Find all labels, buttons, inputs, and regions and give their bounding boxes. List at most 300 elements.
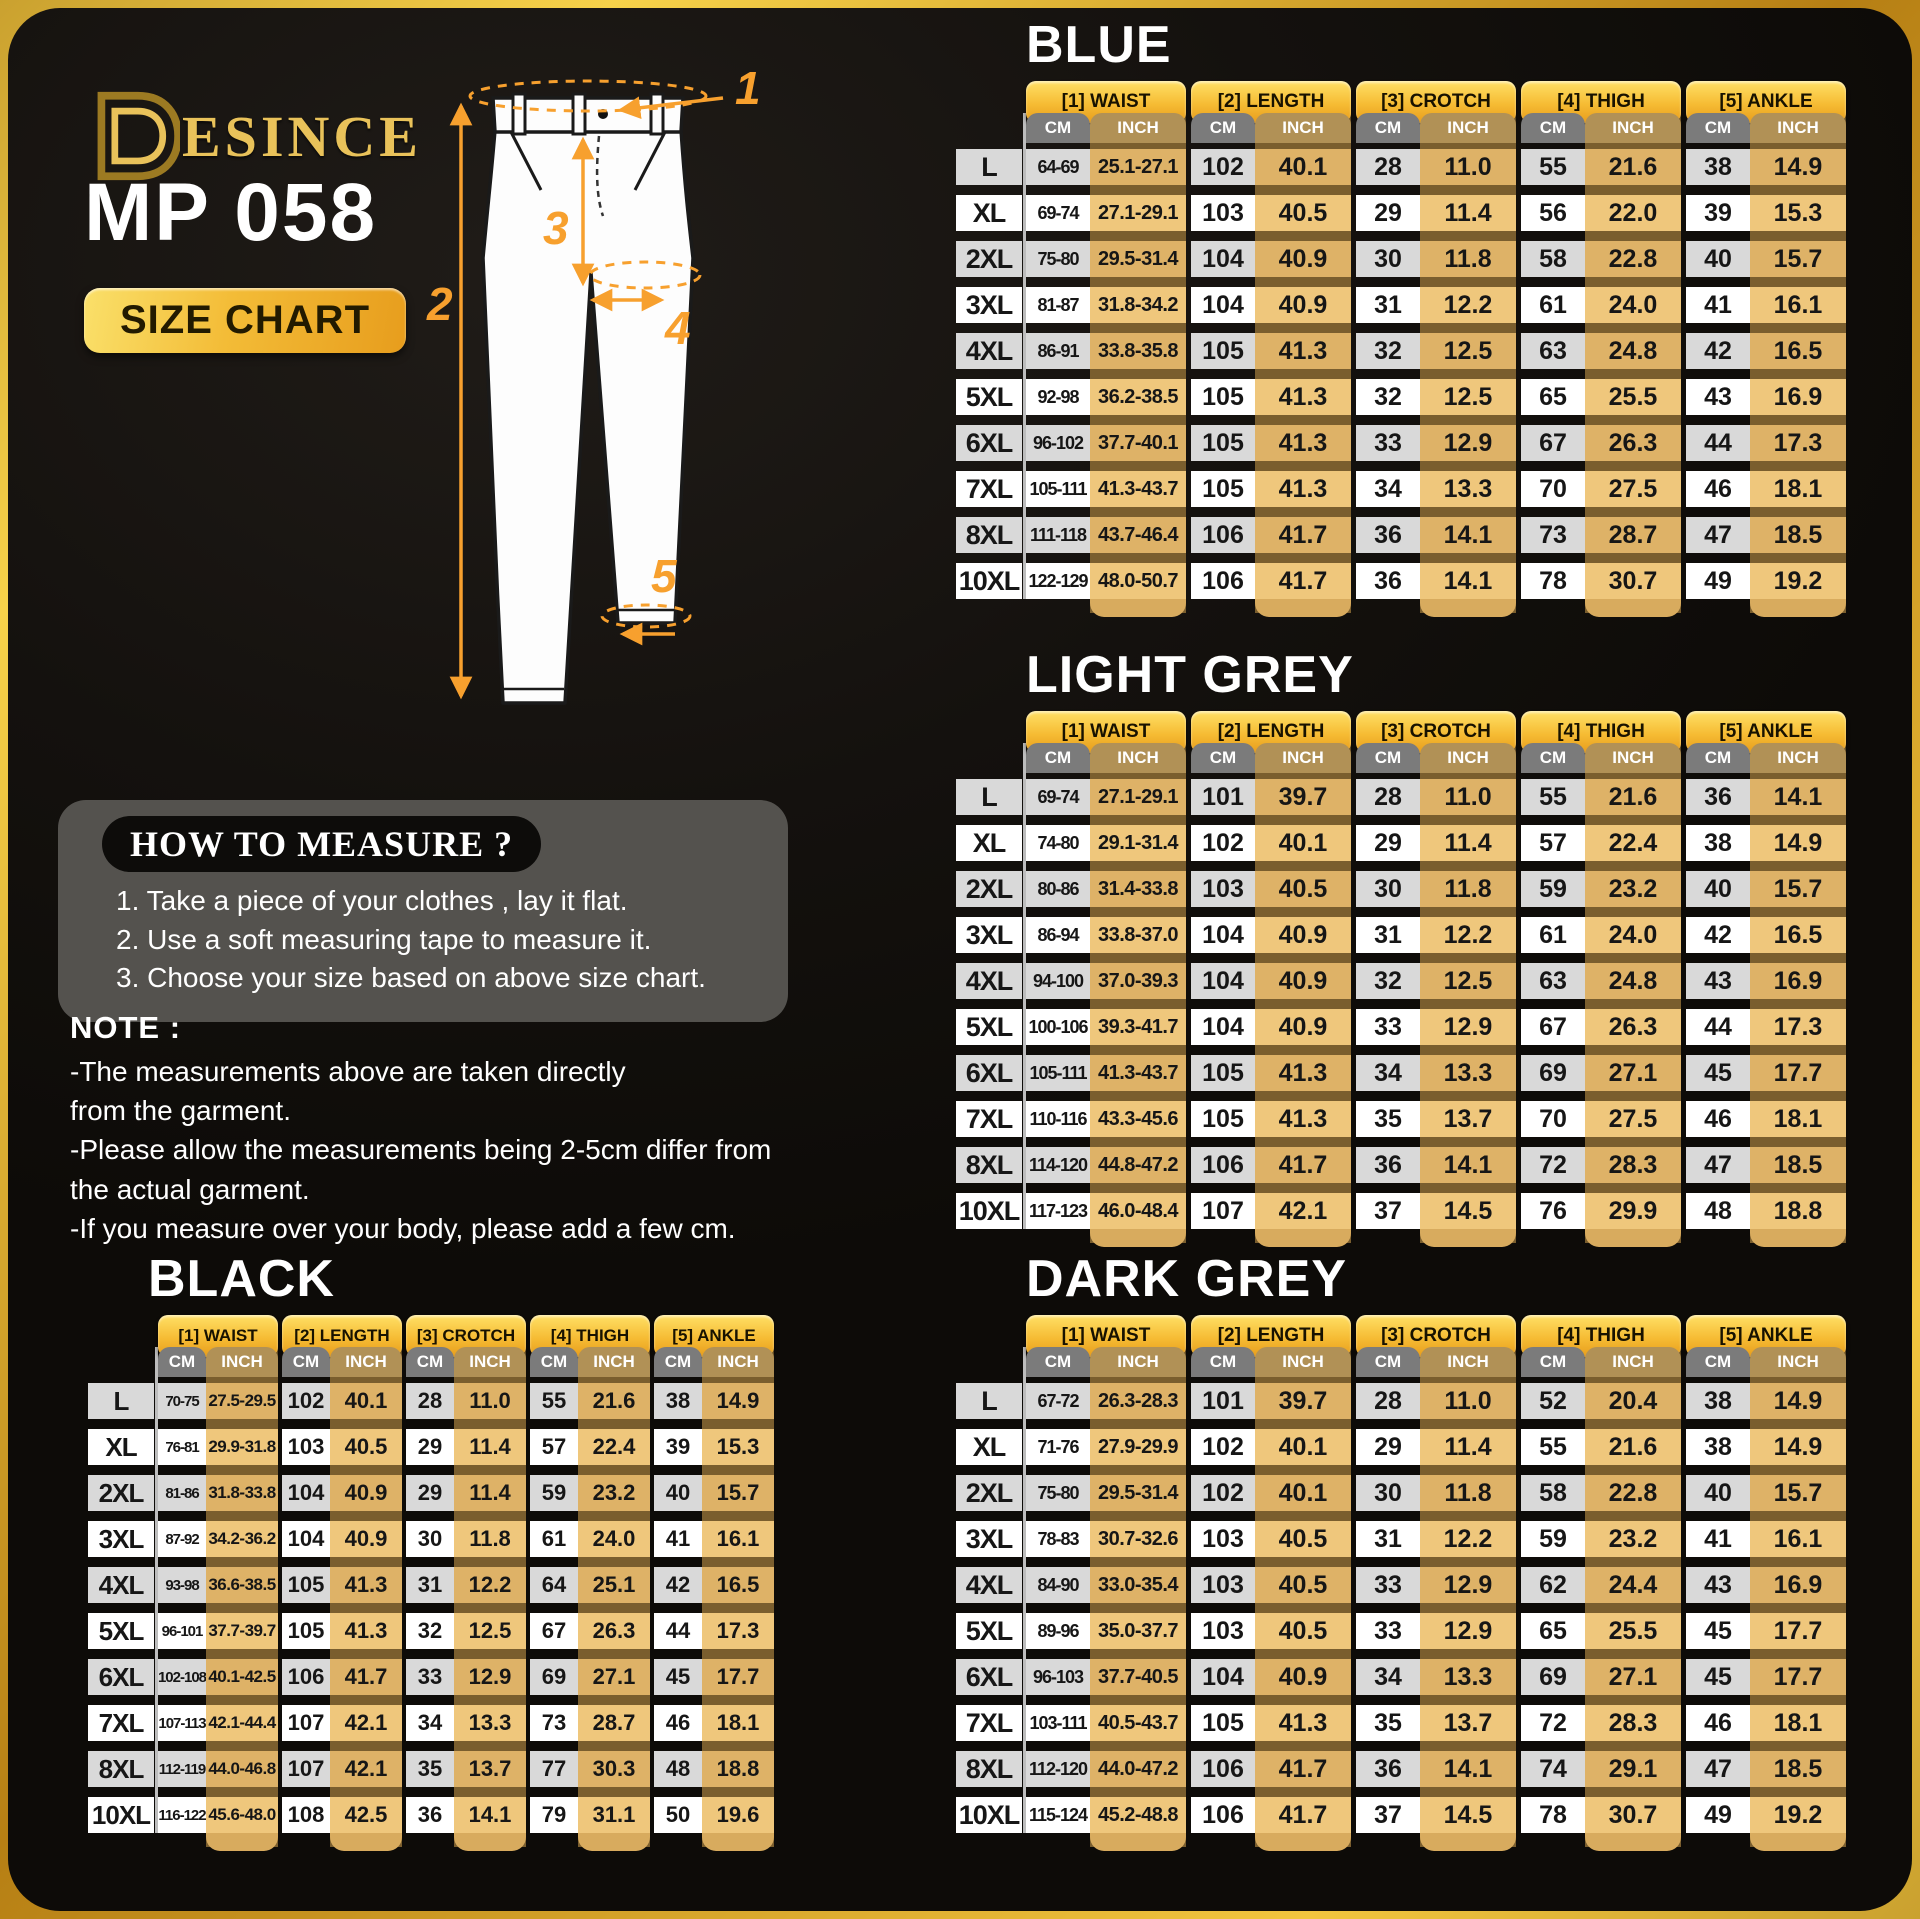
column-group-header: [4] THIGH xyxy=(1521,81,1681,123)
value-inch: 12.5 xyxy=(1420,963,1516,999)
value-cm: 61 xyxy=(1521,917,1585,953)
value-inch: 30.7 xyxy=(1585,1797,1681,1833)
cap-spacer xyxy=(1521,1229,1585,1247)
value-inch: 22.8 xyxy=(1585,1475,1681,1511)
value-cm: 35 xyxy=(1356,1101,1420,1137)
value-inch: 19.2 xyxy=(1750,1797,1846,1833)
value-cm: 33 xyxy=(406,1659,454,1695)
value-cm: 93-98 xyxy=(158,1567,206,1603)
value-inch: 36.6-38.5 xyxy=(206,1567,278,1603)
value-cm: 116-122 xyxy=(158,1797,206,1833)
value-cm: 78 xyxy=(1521,1797,1585,1833)
column-group-header: [3] CROTCH xyxy=(1356,81,1516,123)
value-inch: 16.5 xyxy=(1750,917,1846,953)
value-cm: 106 xyxy=(1191,1751,1255,1787)
table-row xyxy=(956,1475,1846,1511)
value-inch: 15.7 xyxy=(702,1475,774,1511)
value-inch: 26.3 xyxy=(1585,1009,1681,1045)
value-inch: 31.8-34.2 xyxy=(1090,287,1186,323)
size-label: 6XL xyxy=(956,1055,1022,1091)
inch-column-cap xyxy=(1750,1833,1846,1851)
value-inch: 11.0 xyxy=(1420,1383,1516,1419)
size-label: 5XL xyxy=(88,1613,154,1649)
value-cm: 46 xyxy=(1686,1101,1750,1137)
column-group-header: [3] CROTCH xyxy=(1356,1315,1516,1357)
value-inch: 31.8-33.8 xyxy=(206,1475,278,1511)
size-chart-badge: SIZE CHART xyxy=(84,288,406,353)
value-inch: 16.5 xyxy=(702,1567,774,1603)
value-inch: 41.3 xyxy=(1255,425,1351,461)
value-inch: 28.3 xyxy=(1585,1147,1681,1183)
value-cm: 79 xyxy=(530,1797,578,1833)
value-cm: 100-106 xyxy=(1026,1009,1090,1045)
table-row xyxy=(956,1751,1846,1787)
value-cm: 31 xyxy=(1356,287,1420,323)
value-cm: 105 xyxy=(1191,1101,1255,1137)
value-inch: 21.6 xyxy=(578,1383,650,1419)
value-inch: 48.0-50.7 xyxy=(1090,563,1186,599)
value-cm: 65 xyxy=(1521,1613,1585,1649)
pants-silhouette xyxy=(483,130,693,703)
value-cm: 44 xyxy=(1686,425,1750,461)
table-row xyxy=(956,871,1846,907)
size-label: 2XL xyxy=(956,1475,1022,1511)
inch-column-cap xyxy=(1090,1833,1186,1851)
value-inch: 22.4 xyxy=(578,1429,650,1465)
table-row xyxy=(956,379,1846,415)
value-cm: 67 xyxy=(1521,425,1585,461)
value-cm: 70 xyxy=(1521,471,1585,507)
value-cm: 31 xyxy=(1356,1521,1420,1557)
value-cm: 102 xyxy=(1191,1475,1255,1511)
value-inch: 11.4 xyxy=(454,1429,526,1465)
value-cm: 110-116 xyxy=(1026,1101,1090,1137)
value-cm: 64 xyxy=(530,1567,578,1603)
value-cm: 40 xyxy=(1686,1475,1750,1511)
unit-header-inch: INCH xyxy=(702,1347,774,1377)
value-cm: 105 xyxy=(1191,333,1255,369)
size-label: 5XL xyxy=(956,379,1022,415)
table-row xyxy=(956,1055,1846,1091)
value-cm: 78 xyxy=(1521,563,1585,599)
value-inch: 27.9-29.9 xyxy=(1090,1429,1186,1465)
value-inch: 40.1 xyxy=(1255,149,1351,185)
value-inch: 39.7 xyxy=(1255,1383,1351,1419)
value-cm: 102 xyxy=(282,1383,330,1419)
table-row xyxy=(88,1659,774,1695)
value-cm: 46 xyxy=(1686,471,1750,507)
value-inch: 41.3 xyxy=(1255,471,1351,507)
value-cm: 106 xyxy=(1191,1147,1255,1183)
value-cm: 31 xyxy=(406,1567,454,1603)
value-inch: 15.3 xyxy=(702,1429,774,1465)
value-inch: 40.5 xyxy=(1255,1521,1351,1557)
table-bottom-caps xyxy=(88,1833,774,1851)
value-inch: 25.5 xyxy=(1585,1613,1681,1649)
unit-header-inch: INCH xyxy=(1090,113,1186,143)
unit-header-inch: INCH xyxy=(454,1347,526,1377)
value-inch: 14.1 xyxy=(1750,779,1846,815)
value-inch: 37.7-40.1 xyxy=(1090,425,1186,461)
value-inch: 40.5 xyxy=(1255,871,1351,907)
diagram-label-2: 2 xyxy=(427,278,453,330)
table-title-blue: BLUE xyxy=(1026,16,1172,74)
unit-header-inch: INCH xyxy=(1750,743,1846,773)
inch-column-cap xyxy=(1090,1229,1186,1247)
unit-header-cm: CM xyxy=(1686,1347,1750,1377)
value-cm: 105 xyxy=(1191,1705,1255,1741)
value-cm: 50 xyxy=(654,1797,702,1833)
value-inch: 24.0 xyxy=(1585,917,1681,953)
monogram-inner-stroke xyxy=(115,111,163,161)
value-inch: 40.5 xyxy=(1255,1613,1351,1649)
value-inch: 18.5 xyxy=(1750,1751,1846,1787)
value-inch: 14.1 xyxy=(1420,517,1516,553)
value-cm: 37 xyxy=(1356,1193,1420,1229)
value-cm: 57 xyxy=(530,1429,578,1465)
value-cm: 71-76 xyxy=(1026,1429,1090,1465)
table-row xyxy=(956,287,1846,323)
value-inch: 45.6-48.0 xyxy=(206,1797,278,1833)
value-cm: 104 xyxy=(1191,241,1255,277)
value-inch: 14.9 xyxy=(1750,1383,1846,1419)
value-cm: 30 xyxy=(1356,241,1420,277)
value-cm: 32 xyxy=(1356,333,1420,369)
table-row xyxy=(956,241,1846,277)
value-cm: 69-74 xyxy=(1026,779,1090,815)
value-inch: 23.2 xyxy=(1585,1521,1681,1557)
value-cm: 105-111 xyxy=(1026,1055,1090,1091)
value-inch: 41.3 xyxy=(1255,1055,1351,1091)
value-inch: 28.7 xyxy=(1585,517,1681,553)
value-inch: 39.7 xyxy=(1255,779,1351,815)
value-cm: 74-80 xyxy=(1026,825,1090,861)
value-inch: 33.8-35.8 xyxy=(1090,333,1186,369)
value-cm: 103 xyxy=(1191,1521,1255,1557)
value-inch: 15.7 xyxy=(1750,871,1846,907)
value-cm: 42 xyxy=(654,1567,702,1603)
corner-spacer xyxy=(956,599,1022,617)
table-title-light-grey: LIGHT GREY xyxy=(1026,646,1354,704)
value-cm: 103 xyxy=(1191,1613,1255,1649)
value-inch: 29.1-31.4 xyxy=(1090,825,1186,861)
note-title: NOTE : xyxy=(70,1010,182,1045)
value-inch: 31.1 xyxy=(578,1797,650,1833)
value-cm: 57 xyxy=(1521,825,1585,861)
diagram-label-4: 4 xyxy=(665,302,691,354)
value-inch: 17.7 xyxy=(1750,1613,1846,1649)
size-label: 6XL xyxy=(956,1659,1022,1695)
table-bottom-caps xyxy=(956,1833,1846,1851)
unit-header-cm: CM xyxy=(530,1347,578,1377)
column-group-header: [2] LENGTH xyxy=(1191,81,1351,123)
value-inch: 43.3-45.6 xyxy=(1090,1101,1186,1137)
value-inch: 41.7 xyxy=(330,1659,402,1695)
size-label: 7XL xyxy=(88,1705,154,1741)
value-inch: 29.9 xyxy=(1585,1193,1681,1229)
value-cm: 69 xyxy=(1521,1055,1585,1091)
value-cm: 38 xyxy=(654,1383,702,1419)
value-inch: 33.0-35.4 xyxy=(1090,1567,1186,1603)
value-cm: 105 xyxy=(1191,379,1255,415)
value-inch: 25.1-27.1 xyxy=(1090,149,1186,185)
table-row xyxy=(956,1429,1846,1465)
measure-step-3: 3. Choose your size based on above size chart. xyxy=(116,962,706,994)
value-inch: 11.0 xyxy=(454,1383,526,1419)
inch-column-cap xyxy=(1585,599,1681,617)
value-cm: 115-124 xyxy=(1026,1797,1090,1833)
size-label: 8XL xyxy=(956,1147,1022,1183)
value-cm: 101 xyxy=(1191,1383,1255,1419)
value-cm: 32 xyxy=(406,1613,454,1649)
table-row xyxy=(956,149,1846,185)
cap-spacer xyxy=(1356,1833,1420,1851)
value-cm: 63 xyxy=(1521,333,1585,369)
table-row xyxy=(88,1797,774,1833)
value-cm: 96-103 xyxy=(1026,1659,1090,1695)
value-inch: 40.9 xyxy=(1255,241,1351,277)
value-cm: 59 xyxy=(530,1475,578,1511)
value-cm: 86-94 xyxy=(1026,917,1090,953)
value-inch: 15.7 xyxy=(1750,241,1846,277)
size-label: 3XL xyxy=(956,1521,1022,1557)
value-inch: 37.7-40.5 xyxy=(1090,1659,1186,1695)
value-cm: 34 xyxy=(1356,1659,1420,1695)
value-inch: 40.9 xyxy=(330,1475,402,1511)
value-cm: 48 xyxy=(1686,1193,1750,1229)
table-row xyxy=(956,825,1846,861)
value-inch: 30.7 xyxy=(1585,563,1681,599)
value-inch: 13.3 xyxy=(454,1705,526,1741)
value-cm: 92-98 xyxy=(1026,379,1090,415)
table-row xyxy=(956,1613,1846,1649)
value-inch: 12.9 xyxy=(1420,1567,1516,1603)
corner-spacer xyxy=(956,1347,1022,1377)
size-label: 3XL xyxy=(88,1521,154,1557)
value-cm: 28 xyxy=(406,1383,454,1419)
value-inch: 13.7 xyxy=(1420,1101,1516,1137)
cap-spacer xyxy=(1026,1229,1090,1247)
value-inch: 41.7 xyxy=(1255,517,1351,553)
value-cm: 63 xyxy=(1521,963,1585,999)
table-row xyxy=(88,1429,774,1465)
table-row xyxy=(956,1567,1846,1603)
value-inch: 26.3 xyxy=(578,1613,650,1649)
value-inch: 17.7 xyxy=(1750,1659,1846,1695)
value-inch: 18.1 xyxy=(1750,1101,1846,1137)
value-cm: 107-113 xyxy=(158,1705,206,1741)
inch-column-cap xyxy=(1420,599,1516,617)
value-cm: 58 xyxy=(1521,241,1585,277)
value-cm: 45 xyxy=(1686,1659,1750,1695)
pants-measurement-diagram xyxy=(413,48,768,748)
unit-header-inch: INCH xyxy=(1585,113,1681,143)
value-cm: 67-72 xyxy=(1026,1383,1090,1419)
unit-header-cm: CM xyxy=(158,1347,206,1377)
cap-spacer xyxy=(1521,599,1585,617)
value-cm: 49 xyxy=(1686,1797,1750,1833)
value-inch: 41.7 xyxy=(1255,1751,1351,1787)
value-cm: 33 xyxy=(1356,425,1420,461)
cap-spacer xyxy=(158,1833,206,1851)
value-cm: 30 xyxy=(406,1521,454,1557)
value-inch: 23.2 xyxy=(1585,871,1681,907)
table-row xyxy=(956,1521,1846,1557)
value-inch: 27.1-29.1 xyxy=(1090,195,1186,231)
value-cm: 56 xyxy=(1521,195,1585,231)
value-cm: 44 xyxy=(1686,1009,1750,1045)
inch-column-cap xyxy=(454,1833,526,1851)
value-cm: 52 xyxy=(1521,1383,1585,1419)
value-cm: 122-129 xyxy=(1026,563,1090,599)
value-cm: 103 xyxy=(1191,195,1255,231)
value-cm: 49 xyxy=(1686,563,1750,599)
size-table-light-grey xyxy=(956,711,1846,1247)
value-inch: 37.0-39.3 xyxy=(1090,963,1186,999)
value-cm: 61 xyxy=(1521,287,1585,323)
value-inch: 14.9 xyxy=(1750,1429,1846,1465)
value-cm: 107 xyxy=(282,1751,330,1787)
value-cm: 105 xyxy=(282,1567,330,1603)
size-label: 8XL xyxy=(956,517,1022,553)
value-inch: 25.1 xyxy=(578,1567,650,1603)
value-cm: 36 xyxy=(406,1797,454,1833)
value-inch: 11.8 xyxy=(454,1521,526,1557)
size-label: 7XL xyxy=(956,1101,1022,1137)
value-inch: 16.1 xyxy=(1750,1521,1846,1557)
value-inch: 22.8 xyxy=(1585,241,1681,277)
unit-header-cm: CM xyxy=(654,1347,702,1377)
value-cm: 29 xyxy=(1356,195,1420,231)
value-cm: 30 xyxy=(1356,871,1420,907)
value-inch: 40.9 xyxy=(1255,917,1351,953)
value-cm: 108 xyxy=(282,1797,330,1833)
column-group-header: [2] LENGTH xyxy=(1191,1315,1351,1357)
inch-column-cap xyxy=(702,1833,774,1851)
value-inch: 11.0 xyxy=(1420,779,1516,815)
value-cm: 105 xyxy=(1191,1055,1255,1091)
table-row xyxy=(88,1521,774,1557)
value-cm: 28 xyxy=(1356,149,1420,185)
cap-spacer xyxy=(1686,1833,1750,1851)
value-cm: 117-123 xyxy=(1026,1193,1090,1229)
value-inch: 45.2-48.8 xyxy=(1090,1797,1186,1833)
table-row xyxy=(956,917,1846,953)
value-cm: 33 xyxy=(1356,1009,1420,1045)
value-cm: 81-87 xyxy=(1026,287,1090,323)
value-cm: 38 xyxy=(1686,149,1750,185)
value-inch: 12.2 xyxy=(1420,1521,1516,1557)
inch-column-cap xyxy=(1750,599,1846,617)
value-cm: 107 xyxy=(1191,1193,1255,1229)
value-cm: 112-120 xyxy=(1026,1751,1090,1787)
value-inch: 14.9 xyxy=(1750,825,1846,861)
value-inch: 18.8 xyxy=(1750,1193,1846,1229)
inch-column-cap xyxy=(1750,1229,1846,1247)
value-inch: 26.3 xyxy=(1585,425,1681,461)
unit-header-inch: INCH xyxy=(1420,1347,1516,1377)
value-cm: 102 xyxy=(1191,1429,1255,1465)
unit-header-inch: INCH xyxy=(1420,743,1516,773)
column-group-header: [5] ANKLE xyxy=(1686,711,1846,753)
value-inch: 29.1 xyxy=(1585,1751,1681,1787)
value-cm: 48 xyxy=(654,1751,702,1787)
table-row xyxy=(956,563,1846,599)
value-cm: 58 xyxy=(1521,1475,1585,1511)
value-inch: 13.3 xyxy=(1420,471,1516,507)
value-inch: 24.4 xyxy=(1585,1567,1681,1603)
value-cm: 74 xyxy=(1521,1751,1585,1787)
size-table-section-black xyxy=(88,1252,774,1851)
value-cm: 29 xyxy=(1356,825,1420,861)
cap-spacer xyxy=(282,1833,330,1851)
value-inch: 27.1 xyxy=(578,1659,650,1695)
value-cm: 103-111 xyxy=(1026,1705,1090,1741)
note-line-1: -The measurements above are taken directly xyxy=(70,1056,626,1087)
size-label: 7XL xyxy=(956,1705,1022,1741)
column-group-header: [5] ANKLE xyxy=(1686,81,1846,123)
value-inch: 41.7 xyxy=(1255,1797,1351,1833)
value-inch: 40.1-42.5 xyxy=(206,1659,278,1695)
value-inch: 15.3 xyxy=(1750,195,1846,231)
value-inch: 41.3 xyxy=(1255,1101,1351,1137)
value-inch: 40.9 xyxy=(1255,963,1351,999)
value-inch: 35.0-37.7 xyxy=(1090,1613,1186,1649)
value-inch: 40.1 xyxy=(330,1383,402,1419)
value-cm: 102 xyxy=(1191,149,1255,185)
size-label: 6XL xyxy=(88,1659,154,1695)
value-inch: 12.2 xyxy=(1420,917,1516,953)
value-cm: 104 xyxy=(1191,1659,1255,1695)
table-unit-header-row xyxy=(88,1347,774,1377)
value-cm: 31 xyxy=(1356,917,1420,953)
value-inch: 17.3 xyxy=(1750,425,1846,461)
value-cm: 45 xyxy=(654,1659,702,1695)
value-inch: 16.9 xyxy=(1750,963,1846,999)
value-cm: 32 xyxy=(1356,963,1420,999)
unit-header-inch: INCH xyxy=(1090,743,1186,773)
value-cm: 65 xyxy=(1521,379,1585,415)
value-cm: 114-120 xyxy=(1026,1147,1090,1183)
value-inch: 13.7 xyxy=(1420,1705,1516,1741)
size-table-black xyxy=(88,1315,774,1851)
value-inch: 12.9 xyxy=(454,1659,526,1695)
value-inch: 42.1 xyxy=(1255,1193,1351,1229)
column-group-header: [4] THIGH xyxy=(1521,711,1681,753)
value-cm: 81-86 xyxy=(158,1475,206,1511)
value-cm: 43 xyxy=(1686,379,1750,415)
table-title-black: BLACK xyxy=(148,1250,335,1308)
value-cm: 106 xyxy=(1191,1797,1255,1833)
value-cm: 102 xyxy=(1191,825,1255,861)
inch-column-cap xyxy=(1090,599,1186,617)
value-cm: 64-69 xyxy=(1026,149,1090,185)
corner-spacer xyxy=(956,113,1022,143)
value-inch: 17.3 xyxy=(702,1613,774,1649)
value-inch: 19.6 xyxy=(702,1797,774,1833)
size-label: L xyxy=(956,1383,1022,1419)
value-inch: 27.1 xyxy=(1585,1055,1681,1091)
value-cm: 33 xyxy=(1356,1567,1420,1603)
value-cm: 32 xyxy=(1356,379,1420,415)
inch-column-cap xyxy=(1255,1833,1351,1851)
value-cm: 47 xyxy=(1686,1751,1750,1787)
value-inch: 40.1 xyxy=(1255,1475,1351,1511)
value-cm: 70 xyxy=(1521,1101,1585,1137)
value-cm: 103 xyxy=(282,1429,330,1465)
table-row xyxy=(956,471,1846,507)
value-cm: 67 xyxy=(1521,1009,1585,1045)
